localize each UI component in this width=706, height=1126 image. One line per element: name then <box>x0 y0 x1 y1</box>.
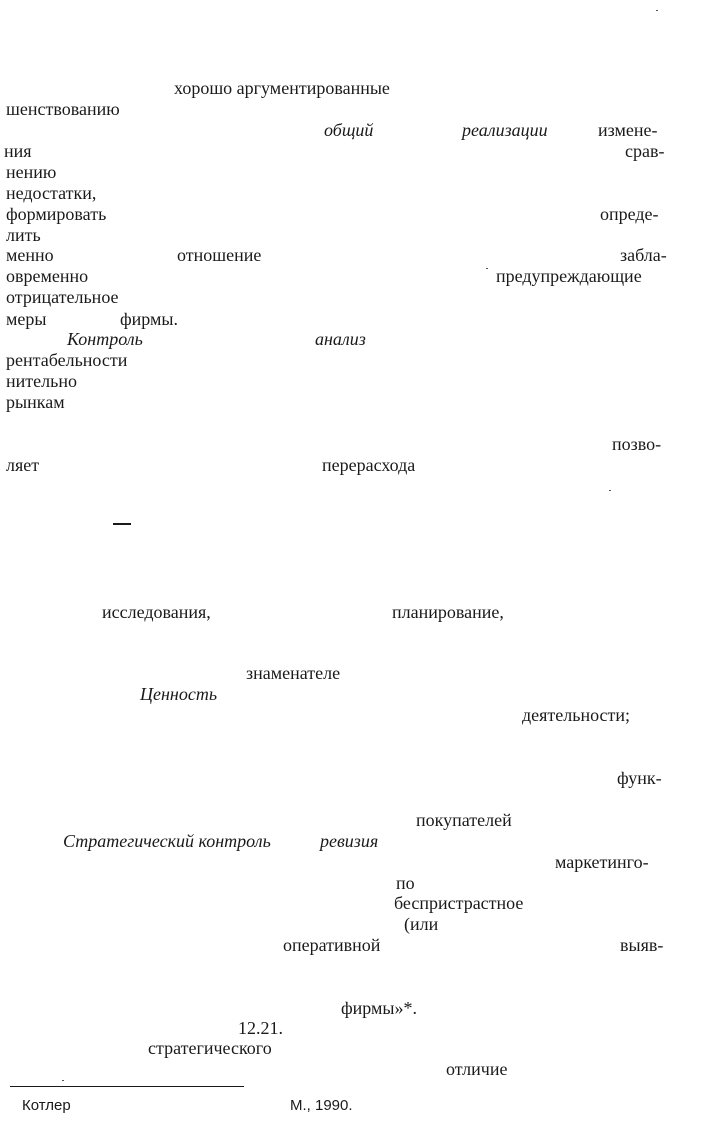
text-fragment: формировать <box>6 204 107 224</box>
text-fragment: фирмы»*. <box>341 998 418 1018</box>
text-fragment: позво- <box>612 434 662 454</box>
text-fragment: Ценность <box>140 684 218 704</box>
text-fragment: выяв- <box>620 935 664 955</box>
text-fragment: забла- <box>620 245 667 265</box>
text-fragment: овременно <box>6 266 89 286</box>
text-fragment: маркетинго- <box>555 852 649 872</box>
text-fragment: отличие <box>446 1059 508 1079</box>
text-fragment: общий <box>324 120 374 140</box>
text-fragment: Стратегический контроль <box>63 831 271 851</box>
text-fragment: ревизия <box>320 831 379 851</box>
text-fragment: нению <box>6 162 57 182</box>
text-fragment: перерасхода <box>322 455 416 475</box>
text-fragment: 12.21. <box>238 1018 283 1038</box>
text-fragment: срав- <box>625 141 665 161</box>
footnote-imprint: М., 1990. <box>290 1097 353 1114</box>
text-fragment: отношение <box>177 245 262 265</box>
speck <box>62 1080 64 1081</box>
text-fragment: Контроль <box>67 329 143 349</box>
text-fragment: измене- <box>598 120 658 140</box>
text-fragment: по <box>396 873 415 893</box>
speck <box>609 490 611 491</box>
speck <box>656 10 658 11</box>
text-fragment: покупателей <box>416 810 512 830</box>
text-fragment: оперативной <box>283 935 381 955</box>
text-fragment: лить <box>6 225 41 245</box>
footnote-rule <box>10 1086 244 1087</box>
text-fragment: отрицательное <box>6 287 119 307</box>
text-fragment: фирмы. <box>120 309 179 329</box>
text-fragment: исследования, <box>102 602 211 622</box>
text-fragment: планирование, <box>392 602 504 622</box>
text-fragment: хорошо аргументированные <box>174 78 390 98</box>
dash-mark <box>113 523 131 525</box>
footnote-author: Котлер <box>22 1097 71 1114</box>
speck <box>486 268 488 269</box>
text-fragment: реализации <box>462 120 548 140</box>
text-fragment: знаменателе <box>246 663 341 683</box>
text-fragment: нительно <box>6 371 77 391</box>
text-fragment: анализ <box>315 329 366 349</box>
text-fragment: недостатки, <box>6 183 97 203</box>
text-fragment: рентабельности <box>6 350 128 370</box>
text-fragment: опреде- <box>600 204 659 224</box>
text-fragment: стратегического <box>148 1038 272 1058</box>
text-fragment: ния <box>4 141 32 161</box>
text-fragment: (или <box>404 914 439 934</box>
text-fragment: беспристрастное <box>394 893 524 913</box>
text-fragment: шенствованию <box>6 99 120 119</box>
text-fragment: рынкам <box>6 392 65 412</box>
text-fragment: менно <box>6 245 54 265</box>
text-fragment: деятельности; <box>522 705 631 725</box>
text-fragment: функ- <box>617 768 662 788</box>
text-fragment: предупреждающие <box>496 266 642 286</box>
text-fragment: ляет <box>6 455 40 475</box>
text-fragment: меры <box>6 309 47 329</box>
